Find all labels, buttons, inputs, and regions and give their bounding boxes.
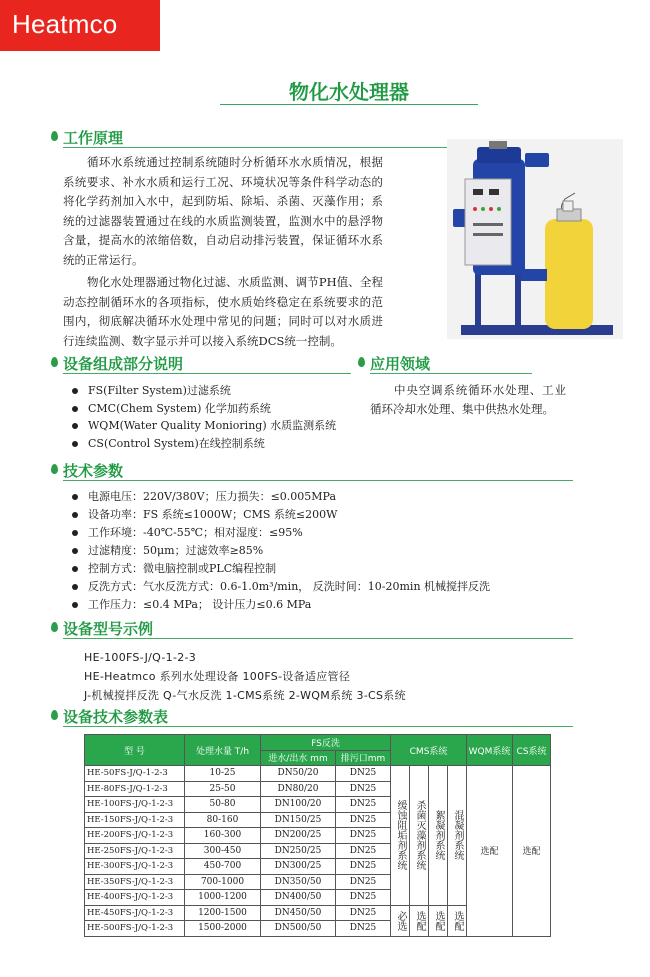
bullet-icon <box>72 494 78 500</box>
col-header-model: 型 号 <box>85 735 185 766</box>
model-cell: HE-300FS-J/Q-1-2-3 <box>85 859 185 875</box>
cms-option-cell <box>410 766 429 906</box>
drain-cell: DN25 <box>336 890 391 906</box>
drain-cell: DN25 <box>336 921 391 937</box>
water-drop-icon <box>51 710 58 720</box>
inout-cell: DN150/25 <box>261 812 336 828</box>
spec-table <box>84 734 551 937</box>
model-cell: HE-450FS-J/Q-1-2-3 <box>85 905 185 921</box>
drain-cell: DN25 <box>336 797 391 813</box>
flow-cell: 50-80 <box>185 797 261 813</box>
col-header-fs: FS反洗 <box>261 735 391 751</box>
cms-required-cell <box>448 905 467 936</box>
inout-cell: DN300/25 <box>261 859 336 875</box>
cms-option-cell <box>429 766 448 906</box>
col-header-fs-drain: 排污口mm <box>336 750 391 766</box>
flow-cell: 1200-1500 <box>185 905 261 921</box>
col-header-flow: 处理水量 T/h <box>185 735 261 766</box>
drain-cell: DN25 <box>336 859 391 875</box>
inout-cell: DN100/20 <box>261 797 336 813</box>
page-title: 物化水处理器 <box>289 80 409 104</box>
model-example-line: HE-100FS-J/Q-1-2-3 <box>84 651 197 664</box>
cms-option-label: 杀菌灭藻剂系统 <box>414 800 426 871</box>
inout-cell: DN500/50 <box>261 921 336 937</box>
drain-cell: DN25 <box>336 812 391 828</box>
title-divider <box>220 104 478 105</box>
model-cell: HE-80FS-J/Q-1-2-3 <box>85 781 185 797</box>
cms-required-cell <box>410 905 429 936</box>
model-cell: HE-200FS-J/Q-1-2-3 <box>85 828 185 844</box>
equipment-photo <box>447 139 623 339</box>
flow-cell: 160-300 <box>185 828 261 844</box>
cms-option-label: 缓蚀阻垢剂系统 <box>395 800 407 871</box>
cms-required-label: 选配 <box>433 910 445 931</box>
flow-cell: 1500-2000 <box>185 921 261 937</box>
section-heading: 技术参数 <box>63 462 124 480</box>
cms-required-label: 选配 <box>452 910 464 931</box>
drain-cell: DN25 <box>336 828 391 844</box>
model-cell: HE-100FS-J/Q-1-2-3 <box>85 797 185 813</box>
section-divider <box>63 147 493 148</box>
col-header-cs: CS系统 <box>513 735 551 766</box>
bullet-icon <box>72 441 78 447</box>
drain-cell: DN25 <box>336 905 391 921</box>
list-item: 过滤精度：50μm；过滤效率≥85% <box>70 542 490 560</box>
bullet-icon <box>72 388 78 394</box>
model-example-line: HE-Heatmco 系列水处理设备 100FS-设备适应管径 <box>84 670 351 683</box>
section-heading: 工作原理 <box>63 129 124 147</box>
flow-cell: 80-160 <box>185 812 261 828</box>
flow-cell: 300-450 <box>185 843 261 859</box>
model-cell: HE-150FS-J/Q-1-2-3 <box>85 812 185 828</box>
section-divider <box>63 638 573 639</box>
bullet-icon <box>72 548 78 554</box>
section-divider <box>63 480 573 481</box>
model-cell: HE-500FS-J/Q-1-2-3 <box>85 921 185 937</box>
cms-required-label: 必选 <box>395 910 407 931</box>
paragraph: 物化水处理器通过物化过滤、水质监测、调节PH值、全程动态控制循环水的各项指标，使水质始终稳定在系统要求的范围内，彻底解决循环水处理中常见的问题；同时可以对水质进行连续监测、数字显示并可以接入系统DCS统一控制。 <box>63 275 383 348</box>
section-divider <box>63 373 351 374</box>
bullet-icon <box>72 566 78 572</box>
col-header-wqm: WQM系统 <box>467 735 513 766</box>
section-heading: 设备型号示例 <box>63 620 154 638</box>
drain-cell: DN25 <box>336 781 391 797</box>
bullet-icon <box>72 423 78 429</box>
inout-cell: DN80/20 <box>261 781 336 797</box>
cms-option-label: 混凝剂系统 <box>452 810 464 861</box>
inout-cell: DN250/25 <box>261 843 336 859</box>
cms-required-label: 选配 <box>414 910 426 931</box>
inout-cell: DN400/50 <box>261 890 336 906</box>
wqm-cell: 选配 <box>467 766 513 937</box>
water-drop-icon <box>51 622 58 632</box>
application-text: 中央空调系统循环水处理、工业循环冷却水处理、集中供热水处理。 <box>370 383 566 416</box>
list-item: WQM(Water Quality Monioring) 水质监测系统 <box>70 417 336 435</box>
paragraph: 循环水系统通过控制系统随时分析循环水水质情况，根据系统要求、补水水质和运行工况、环境状况等条件科学动态的将化学药剂加入水中，起到防垢、除垢、杀菌、灭藻作用；系统的过滤器装置通过在线的水质监测装置，监测水中的悬浮物含量，提高水的浓缩倍数，自动启动排污装置，保证循环水系统的正常运行。 <box>63 155 383 267</box>
col-header-fs-inout: 进水/出水 mm <box>261 750 336 766</box>
model-cell: HE-50FS-J/Q-1-2-3 <box>85 766 185 782</box>
list-item: 反洗方式：气水反洗方式：0.6-1.0m³/min， 反洗时间：10-20min 机械搅拌反洗 <box>70 578 490 596</box>
list-item: 控制方式：微电脑控制或PLC编程控制 <box>70 560 490 578</box>
col-header-cms: CMS系统 <box>391 735 467 766</box>
inout-cell: DN450/50 <box>261 905 336 921</box>
bullet-icon <box>72 530 78 536</box>
flow-cell: 25-50 <box>185 781 261 797</box>
inout-cell: DN200/25 <box>261 828 336 844</box>
section-divider <box>63 726 573 727</box>
components-list <box>70 382 336 452</box>
water-drop-icon <box>51 131 58 141</box>
section-heading: 设备技术参数表 <box>63 708 169 726</box>
cs-cell: 选配 <box>513 766 551 937</box>
bullet-icon <box>72 512 78 518</box>
list-item: CS(Control System)在线控制系统 <box>70 435 336 453</box>
drain-cell: DN25 <box>336 874 391 890</box>
bullet-icon <box>72 602 78 608</box>
list-item: 工作压力：≤0.4 MPa； 设计压力≤0.6 MPa <box>70 596 490 614</box>
cms-required-cell <box>391 905 410 936</box>
brand-logo-text: Heatmco <box>12 9 118 39</box>
list-item: 电源电压：220V/380V；压力损失：≤0.005MPa <box>70 488 490 506</box>
inout-cell: DN350/50 <box>261 874 336 890</box>
list-item: 工作环境：-40℃-55℃；相对湿度：≤95% <box>70 524 490 542</box>
cms-option-label: 絮凝剂系统 <box>433 810 445 861</box>
section-heading: 应用领域 <box>370 355 431 373</box>
water-drop-icon <box>51 357 58 367</box>
drain-cell: DN25 <box>336 843 391 859</box>
list-item: 设备功率：FS 系统≤1000W；CMS 系统≤200W <box>70 506 490 524</box>
flow-cell: 10-25 <box>185 766 261 782</box>
bullet-icon <box>72 406 78 412</box>
tech-params-list <box>70 488 490 614</box>
flow-cell: 700-1000 <box>185 874 261 890</box>
brand-logo <box>0 0 160 51</box>
model-cell: HE-250FS-J/Q-1-2-3 <box>85 843 185 859</box>
cms-option-cell <box>391 766 410 906</box>
section-divider <box>370 373 532 374</box>
list-item: CMC(Chem System) 化学加药系统 <box>70 400 336 418</box>
table-row <box>85 766 551 782</box>
water-drop-icon <box>51 464 58 474</box>
drain-cell: DN25 <box>336 766 391 782</box>
cms-required-cell <box>429 905 448 936</box>
flow-cell: 450-700 <box>185 859 261 875</box>
model-example-line: J-机械搅拌反洗 Q-气水反洗 1-CMS系统 2-WQM系统 3-CS系统 <box>84 689 406 702</box>
model-example-text <box>84 648 406 705</box>
working-principle-text <box>63 153 383 351</box>
cms-option-cell <box>448 766 467 906</box>
flow-cell: 1000-1200 <box>185 890 261 906</box>
water-drop-icon <box>358 357 365 367</box>
inout-cell: DN50/20 <box>261 766 336 782</box>
section-heading: 设备组成部分说明 <box>63 355 184 373</box>
bullet-icon <box>72 584 78 590</box>
model-cell: HE-350FS-J/Q-1-2-3 <box>85 874 185 890</box>
model-cell: HE-400FS-J/Q-1-2-3 <box>85 890 185 906</box>
list-item: FS(Filter System)过滤系统 <box>70 382 336 400</box>
